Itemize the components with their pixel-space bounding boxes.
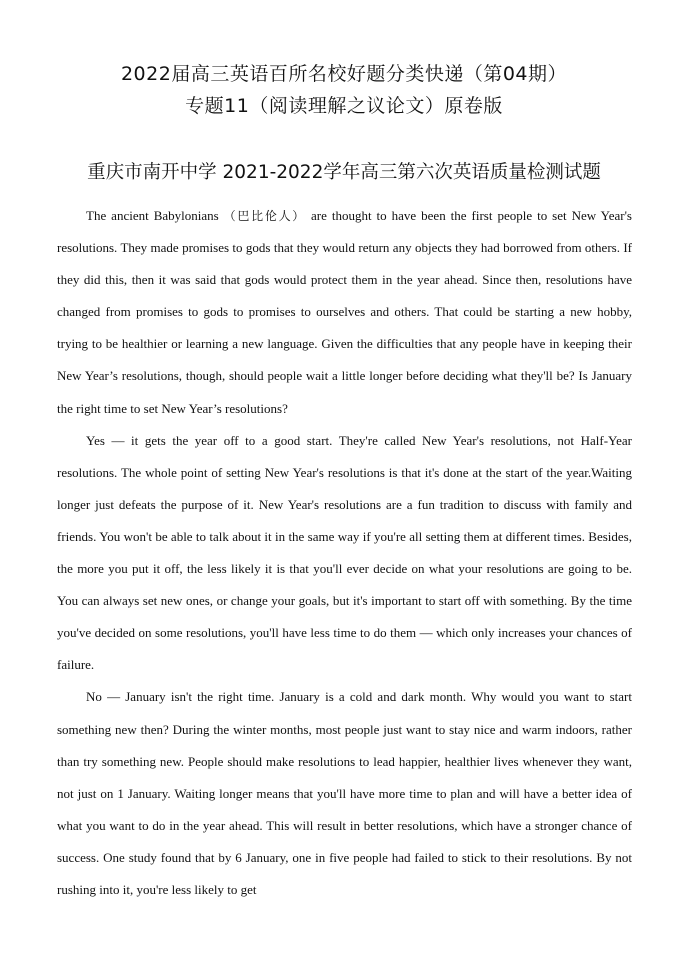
chinese-gloss: （巴比伦人） [223, 209, 307, 223]
article-paragraph-2: Yes — it gets the year off to a good start. They're called New Year's resolutions, not Half-Year resolutions. The whole point of setting New Year's resolutions is that it's done at the start of the year.Waiting longer just defeats the purpose of it. New Year's resolutions are a fun tradition to discuss with family and friends. You won't be able to talk about it in the same way if you're all setting them at different times. Besides, the more you put it off, the less likely it is that you'll ever decide on what your resolutions are going to be. You can always set new ones, or change your goals, but it's important to start off with something. By the time you've decided on some resolutions, you'll have less time to do them — which only increases your chances of failure. [57, 432, 632, 673]
article-paragraph-1 [57, 200, 632, 425]
document-title-line-1: 2022届高三英语百所名校好题分类快递（第04期） [120, 63, 568, 85]
article-body [57, 200, 632, 906]
paragraph-1-text-start: The ancient Babylonians [86, 208, 224, 223]
document-title-line-2: 专题11（阅读理解之议论文）原卷版 [185, 95, 503, 117]
article-paragraph-3: No — January isn't the right time. January is a cold and dark month. Why would you want to start something new then? During the winter months, most people just want to stay nice and warm indoors, rather than try something new. People should make resolutions to lead happier, healthier lives whenever they want, not just on 1 January. Waiting longer means that you'll have more time to plan and will have a better idea of what you want to do in the year ahead. This will result in better resolutions, which have a stronger chance of success. One study found that by 6 January, one in five people had failed to stick to their resolutions. By not rushing into it, you're less likely to get [57, 689, 632, 897]
paragraph-1-text-rest: are thought to have been the first people to set New Year's resolutions. They made promises to gods that they would return any objects they had borrowed from others. If they did this, then it was said that gods would protect them in the year ahead. Since then, resolutions have changed from promises to gods to promises to ourselves and others. That could be starting a new hobby, trying to be healthier or learning a new language. Given the difficulties that any people have in keeping their New Year’s resolutions, though, should people wait a little longer before deciding what they'll be? Is January the right time to set New Year’s resolutions? [57, 208, 632, 416]
exam-section-heading: 重庆市南开中学 2021-2022学年高三第六次英语质量检测试题 [87, 162, 601, 183]
